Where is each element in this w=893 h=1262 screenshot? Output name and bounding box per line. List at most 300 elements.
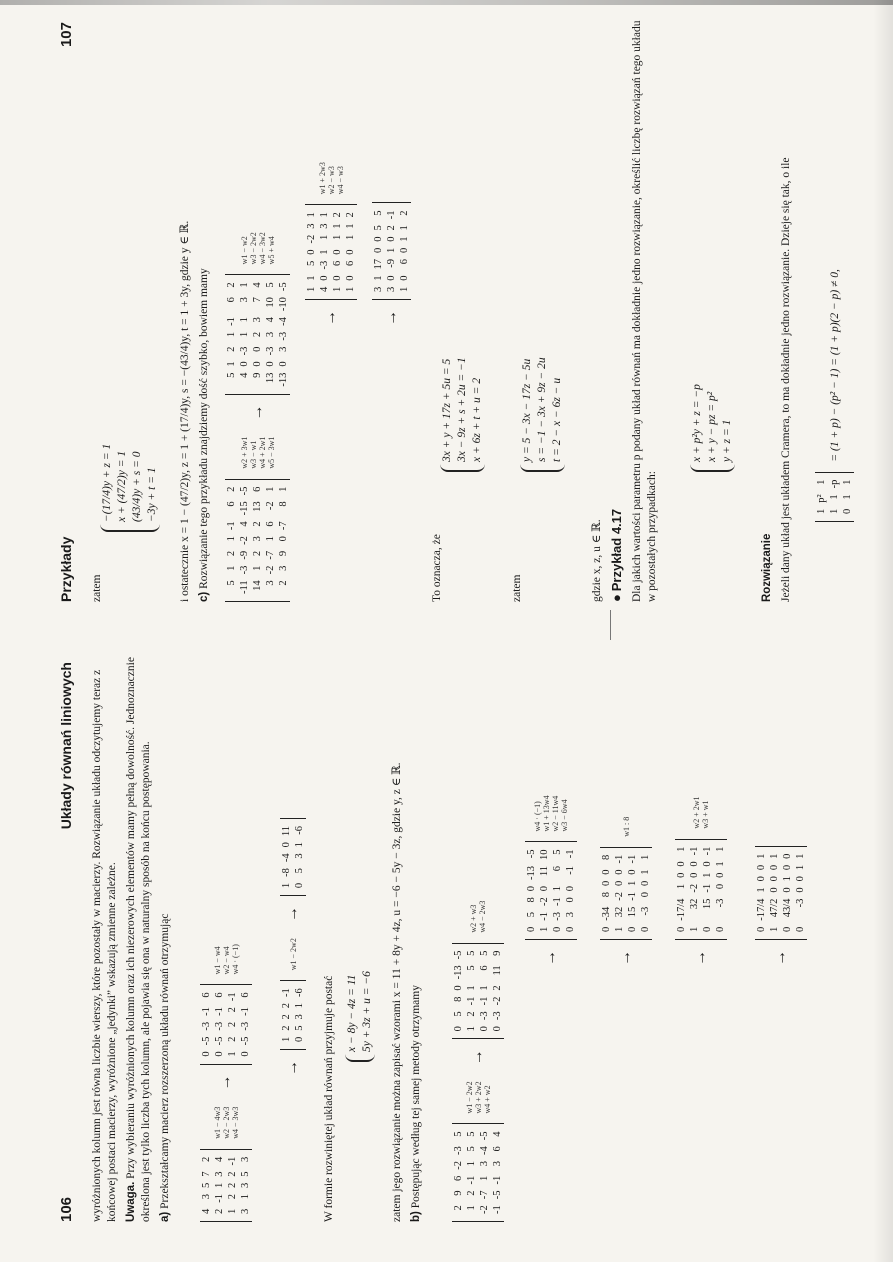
matrix-row: [465, 948, 478, 1035]
matrix-cell: -3: [265, 346, 276, 356]
matrix-cell: 5: [294, 868, 305, 874]
matrix-cell: -1: [226, 317, 237, 326]
matrix-cell: 0: [345, 275, 356, 281]
part-c-heading: [197, 12, 212, 602]
matrix-cell: 0: [306, 249, 317, 255]
matrix-cell: 5: [466, 1131, 477, 1137]
rozw-label: Rozwiązanie: [761, 533, 773, 602]
matrix-a3: [280, 980, 306, 1050]
matrix-cell: 0: [332, 249, 343, 255]
matrix-cell: 1: [715, 861, 726, 867]
matrix-cell: 0: [294, 1036, 305, 1042]
row-b5: [755, 846, 807, 972]
matrix-cell: 3: [240, 1156, 251, 1162]
matrix-cell: 2: [453, 1205, 464, 1211]
matrix-row: [781, 851, 794, 935]
matrix-row: [226, 989, 239, 1059]
matrix-cell: 0: [782, 926, 793, 932]
equation-line: (43/4)y + s = 0: [131, 451, 143, 522]
matrix-cell: 5: [240, 1171, 251, 1177]
matrix-cell: 2: [227, 1036, 238, 1042]
matrix-cell: 17: [373, 259, 384, 270]
determinant-result: = (1 + p) − (p² − 1) = (1 + p)(2 − p) ≠ 0,: [829, 269, 842, 462]
matrix-cell: 0: [795, 876, 806, 882]
matrix-cell: 6: [265, 521, 276, 527]
arrow-icon: →: [542, 950, 559, 966]
matrix-cell: 0: [565, 886, 576, 892]
matrix-row: [815, 477, 828, 517]
matrix-cell: 1: [769, 926, 780, 932]
matrix-cell: 1: [782, 876, 793, 882]
matrix-cell: 1: [689, 926, 700, 932]
matrix-cell: 1: [399, 286, 410, 292]
matrix-row: [238, 279, 251, 389]
matrix-cell: 6: [201, 992, 212, 998]
matrix-cell: 1: [539, 926, 550, 932]
matrix-row: [452, 1129, 465, 1218]
matrix-b4: [600, 847, 652, 940]
matrix-cell: 6: [345, 260, 356, 266]
matrix-cell: -2: [614, 892, 625, 901]
row-operation: w5 + w4: [266, 236, 276, 265]
uwaga-label: Uwaga.: [125, 1181, 137, 1222]
matrix-cell: 2: [281, 1014, 292, 1020]
matrix-cell: 0: [399, 247, 410, 253]
row-operation: w1 − 2w2: [288, 938, 298, 971]
equation-line: x − 8y − 4z = 11: [346, 974, 358, 1052]
row-operation: w4 + w2: [482, 1085, 492, 1114]
matrix-cell: -1: [466, 1175, 477, 1185]
gdzie-line: gdzie x, z, u ∈ ℝ.: [591, 519, 603, 602]
matrix-row: [688, 844, 701, 935]
matrix-cell: 0: [281, 842, 292, 848]
matrix-cell: 1: [756, 887, 767, 893]
system-c1: [440, 357, 485, 472]
matrix-cell: -1: [565, 849, 576, 859]
matrix-cell: -6: [294, 988, 305, 997]
final-line: i ostatecznie x = 1 − (47/2)y, z = 1 + (17/4)y, s = −(43/4)y, t = 1 + 3y, gdzie y ∈ ℝ.: [179, 220, 191, 602]
uwaga-text: Przy wybieraniu wyróżnionych kolumn oraz ich niezerowych elementów mamy pełną dowolność. Jednoznacznie określona jest tylko liczba tych kolumn, ale pojawia się ona w naturalny sposób na końcu postępowania.: [125, 657, 152, 1222]
matrix-cell: 5: [552, 849, 563, 855]
equation-line: 3x + y + 17z + 5u = 5: [441, 358, 453, 462]
matrix-cell: 0: [715, 926, 726, 932]
matrix-cell: 1: [294, 1003, 305, 1009]
matrix-cell: 3: [278, 565, 289, 571]
matrix-cell: 0: [614, 880, 625, 886]
matrix-cell: -1: [227, 1156, 238, 1166]
matrix-cell: 10: [265, 297, 276, 308]
matrix-cell: 2: [227, 1194, 238, 1200]
matrix-cell: 1: [281, 1036, 292, 1042]
page-107: [0, 0, 893, 622]
row-operation: w2 − w4: [221, 946, 231, 975]
matrix-cell: 0: [689, 872, 700, 878]
matrix-cell: 1: [226, 536, 237, 542]
matrix-cell: 3: [265, 580, 276, 586]
part-b-heading: [409, 652, 424, 1222]
row-operation: w1 + 13w4: [542, 795, 551, 832]
matrix-cell: 1: [816, 479, 827, 485]
matrix-cell: 2: [278, 580, 289, 586]
determinant-row: [815, 269, 854, 522]
row-operation: w2 + 2w1: [692, 796, 701, 829]
matrix-cell: 1: [399, 225, 410, 231]
matrix-cell: -3: [319, 260, 330, 270]
matrix-a4: [280, 818, 306, 896]
part-c-text: Rozwiązanie tego przykładu znajdziemy dość szybko, bowiem mamy: [198, 268, 210, 589]
matrix-cell: 1: [345, 234, 356, 240]
matrix-cell: 8: [453, 996, 464, 1002]
equation-line: 3x − 9z + s + 2u = −1: [456, 357, 468, 462]
matrix-cell: 1: [278, 486, 289, 492]
matrix-row: [331, 209, 344, 295]
matrix-row: [551, 847, 564, 936]
part-a-heading: [158, 652, 173, 1222]
zatem-label: zatem: [91, 574, 103, 602]
row-operation: w3 − 6w4: [560, 799, 569, 832]
matrix-cell: 9: [453, 1190, 464, 1196]
matrix-cell: 2: [226, 550, 237, 557]
row-operation: w4 · (−1): [533, 801, 542, 832]
matrix-cell: 43/4: [782, 898, 793, 918]
matrix-a2: [200, 984, 252, 1064]
matrix-cell: 5: [479, 950, 490, 956]
matrix-cell: 1: [214, 1182, 225, 1188]
matrix-cell: 0: [278, 536, 289, 542]
matrix-cell: 6: [240, 992, 251, 998]
matrix-cell: -1: [702, 846, 713, 856]
matrix-cell: 11: [539, 866, 550, 877]
matrix-cell: 0: [782, 887, 793, 893]
matrix-cell: 1: [373, 275, 384, 281]
matrix-cell: 1: [239, 317, 250, 323]
matrix-cell: 1: [345, 286, 356, 292]
uwaga-paragraph: [124, 652, 154, 1222]
matrix-cell: -13: [278, 372, 289, 387]
example-heading: [609, 12, 626, 602]
row-operation: w3 − w1: [248, 440, 258, 469]
matrix-row: [264, 279, 277, 389]
matrix-cell: -1: [689, 846, 700, 856]
matrix-cell: 1: [816, 508, 827, 514]
matrix-cell: -3: [715, 898, 726, 908]
row-b4: [675, 791, 727, 973]
matrix-cell: -9: [386, 259, 397, 268]
matrix-cell: 0: [453, 1026, 464, 1032]
matrix-cell: -1: [702, 883, 713, 893]
matrix-cell: -2: [689, 883, 700, 893]
row-c3: [372, 203, 411, 333]
matrix-cell: 2: [227, 1021, 238, 1028]
matrix-cell: -3: [239, 565, 250, 575]
matrix-cell: 0: [539, 886, 550, 892]
row-operation: w3 − 2w2: [248, 232, 258, 265]
matrix-cell: 5: [466, 950, 477, 956]
matrix-cell: -5: [479, 1131, 490, 1141]
matrix-cell: 6: [399, 259, 410, 265]
matrix-cell: 1: [252, 565, 263, 571]
matrix-row: [372, 208, 385, 296]
matrix-cell: -11: [239, 580, 250, 594]
matrix-cell: 8: [601, 854, 612, 860]
matrix-cell: 1: [345, 223, 356, 229]
matrix-cell: 1: [239, 331, 250, 338]
matrix-cell: 2: [227, 1182, 238, 1188]
matrix-cell: 2: [201, 1156, 212, 1162]
matrix-row: [452, 948, 465, 1035]
matrix-cell: p²: [816, 494, 827, 503]
matrix-cell: 6: [226, 501, 237, 507]
matrix-cell: 0: [842, 508, 853, 514]
matrix-row: [639, 852, 652, 935]
row-operation: w4 − 3w2: [257, 232, 267, 265]
matrix-cell: 0: [565, 926, 576, 932]
row-b3: [600, 811, 652, 972]
row-operation: w1 − 2w2: [464, 1081, 474, 1114]
matrix-cell: 0: [240, 1051, 251, 1057]
matrix-cell: 1: [332, 286, 343, 292]
matrix-cell: -3: [795, 898, 806, 908]
equation-line: y = 5 − 3x − 17z − 5u: [521, 358, 533, 462]
equation-line: −3y + t = 1: [146, 467, 158, 522]
row-operation: w2 − 11w4: [551, 795, 560, 832]
matrix-cell: 5: [526, 912, 537, 918]
matrix-cell: 0: [795, 926, 806, 932]
matrix-cell: -1: [226, 521, 237, 531]
matrix-a1: [200, 1149, 252, 1222]
matrix-cell: 0: [676, 926, 687, 932]
matrix-cell: 3: [252, 536, 263, 542]
matrix-cell: -1: [240, 1007, 251, 1016]
matrix-cell: -5: [240, 1036, 251, 1046]
matrix-cell: 3: [565, 912, 576, 918]
matrix-row: [841, 477, 854, 517]
matrix-cell: 11: [281, 826, 292, 837]
matrix-cell: -34: [601, 906, 612, 921]
matrix-cell: -1: [539, 912, 550, 921]
row-operation: w4 − 3w3: [230, 1106, 240, 1139]
matrix-row: [225, 279, 238, 389]
matrix-cell: 2: [281, 1025, 292, 1031]
part-c-label: c): [198, 591, 210, 602]
page-106: [0, 642, 893, 1262]
system-c2: [520, 357, 565, 472]
bullet-icon: ●: [609, 594, 624, 602]
matrix-cell: -1: [479, 996, 490, 1006]
matrix-cell: -2: [306, 234, 317, 244]
matrix-cell: 3: [240, 1208, 251, 1214]
matrix-cell: 1: [676, 883, 687, 890]
matrix-row: [478, 1129, 491, 1218]
matrix-cell: 5: [306, 260, 317, 266]
matrix-cell: 1: [466, 1026, 477, 1032]
row-operation: w2 + w3: [469, 904, 478, 933]
matrix-cell: 4: [492, 1131, 503, 1137]
matrix-cell: 0: [702, 926, 713, 932]
matrix-c3: [305, 204, 357, 300]
ops-c3: [318, 162, 345, 194]
matrix-cell: 0: [676, 872, 687, 878]
equation-line: 5y + 3z + u = −6: [361, 971, 373, 1052]
matrix-cell: -13: [453, 965, 464, 980]
matrix-cell: 2: [332, 212, 343, 218]
matrix-cell: 2: [466, 1190, 477, 1196]
matrix-cell: 0: [386, 236, 397, 242]
matrix-cell: -1: [492, 1205, 503, 1214]
matrix-cell: 2: [345, 212, 356, 218]
matrix-cell: 0: [345, 249, 356, 255]
matrix-cell: -2: [479, 1205, 490, 1214]
to-oznacza: To oznacza, że: [431, 534, 443, 602]
intro-paragraph: wyróżnionych kolumn jest równa liczbie wierszy, które pozostały w macierzy. Rozwiązanie układu odczytujemy teraz z końcowej postaci macierzy, wyróżnione „jedynki” wskazują zmienne zależne.: [91, 669, 118, 1222]
matrix-cell: 3: [265, 331, 276, 338]
matrix-cell: 0: [201, 1051, 212, 1057]
matrix-row: [675, 844, 688, 935]
matrix-cell: 4: [252, 282, 263, 288]
equation-line: y + z = 1: [721, 419, 733, 462]
matrix-cell: 0: [526, 926, 537, 932]
matrix-cell: -1: [614, 854, 625, 864]
matrix-cell: 3: [306, 223, 317, 229]
matrix-cell: 2: [252, 550, 263, 557]
matrix-cell: 1: [614, 926, 625, 932]
row-operation: w3 + w1: [701, 800, 710, 829]
matrix-cell: -2: [539, 897, 550, 906]
matrix-cell: 0: [386, 275, 397, 281]
matrix-cell: 3: [294, 853, 305, 859]
matrix-cell: -1: [227, 992, 238, 1002]
arrow-icon: →: [772, 950, 789, 966]
matrix-cell: 2: [466, 1011, 477, 1017]
row-a1: [200, 938, 252, 1222]
matrix-row: [318, 209, 331, 295]
ops-a2: [213, 944, 240, 974]
matrix-cell: 0: [601, 926, 612, 932]
matrix-cell: 5: [226, 580, 237, 586]
matrix-cell: 3: [278, 346, 289, 352]
matrix-row: [755, 851, 768, 935]
matrix-cell: 2: [252, 521, 263, 527]
matrix-cell: 0: [278, 361, 289, 367]
matrix-cell: 13: [265, 372, 276, 384]
part-a-label: a): [159, 1211, 171, 1222]
matrix-cell: 0: [526, 886, 537, 892]
running-head: Układy równań liniowych: [58, 662, 74, 830]
matrix-row: [768, 851, 781, 935]
row-operation: w5 − 3w1: [266, 436, 276, 469]
matrix-row: [564, 847, 577, 936]
matrix-cell: -1: [214, 1194, 225, 1203]
matrix-cell: 9: [278, 550, 289, 557]
matrix-cell: 0: [676, 861, 687, 867]
matrix-cell: 0: [769, 876, 780, 882]
matrix-cell: 0: [565, 897, 576, 903]
matrix-cell: 2: [281, 1003, 292, 1009]
matrix-cell: 15: [702, 898, 713, 910]
arrow-icon: →: [217, 1074, 234, 1091]
matrix-cell: 0: [601, 869, 612, 875]
matrix-cell: 1: [842, 494, 853, 500]
matrix-cell: 1: [627, 880, 638, 886]
matrix-cell: 47/2: [769, 898, 780, 918]
matrix-row: [714, 844, 727, 935]
arrow-icon: →: [284, 906, 301, 923]
matrix-cell: 0: [795, 887, 806, 893]
matrix-cell: -13: [526, 866, 537, 880]
matrix-cell: 5: [466, 965, 477, 971]
matrix-cell: 5: [466, 1146, 477, 1152]
text-block-final: [178, 12, 216, 602]
row-operation: w4 − 2w3: [478, 900, 487, 933]
part-a-text: Przekształcamy macierz rozszerzoną układu równań otrzymując: [159, 913, 171, 1209]
matrix-cell: -3: [240, 1021, 251, 1031]
matrix-cell: 0: [373, 236, 384, 242]
matrix-cell: -1: [214, 1007, 225, 1016]
matrix-b3: [525, 842, 577, 941]
matrix-cell: 7: [252, 297, 263, 303]
matrix-row: [613, 852, 626, 935]
matrix-cell: 5: [265, 282, 276, 288]
matrix-b2: [452, 943, 504, 1040]
system-c2-row: [520, 357, 565, 472]
matrix-row: [293, 823, 306, 891]
matrix-cell: -3: [278, 331, 289, 341]
matrix-cell: 5: [453, 1131, 464, 1137]
row-operation: w1 : 8: [621, 816, 631, 837]
matrix-row: [200, 989, 213, 1059]
matrix-cell: 3: [319, 223, 330, 229]
matrix-cell: 0: [640, 892, 651, 898]
matrix-cell: 1: [319, 249, 330, 255]
matrix-row: [225, 484, 238, 597]
ops-b4: [622, 817, 631, 837]
matrix-cell: -2: [265, 565, 276, 575]
matrix-cell: 1: [294, 842, 305, 848]
matrix-cell: -1: [281, 988, 292, 997]
matrix-cell: 0: [332, 275, 343, 281]
part-b-text: Postępując według tej samej metody otrzymamy: [410, 985, 422, 1209]
matrix-row: [491, 1129, 504, 1218]
matrix-cell: -3: [640, 906, 651, 916]
matrix-cell: -3: [214, 1021, 225, 1031]
matrix-cell: 3: [240, 1182, 251, 1188]
arrow-icon: →: [617, 950, 634, 966]
matrix-b6: [755, 846, 807, 940]
text-block-intro: [90, 652, 177, 1222]
matrix-cell: 0: [252, 361, 263, 367]
matrix-cell: -2: [453, 1161, 464, 1170]
matrix-cell: 32: [689, 898, 700, 910]
matrix-cell: 6: [252, 486, 263, 492]
matrix-cell: 1: [399, 236, 410, 242]
matrix-cell: 1: [306, 275, 317, 281]
matrix-cell: -4: [278, 317, 289, 326]
matrix-cell: 1: [227, 1208, 238, 1214]
matrix-cell: 3: [201, 1194, 212, 1200]
matrix-cell: 1: [265, 486, 276, 492]
matrix-cell: 1: [715, 846, 726, 852]
matrix-cell: 2: [227, 1171, 238, 1177]
matrix-cell: 4: [214, 1156, 225, 1162]
matrix-row: [280, 823, 293, 891]
matrix-row: [213, 989, 226, 1059]
matrix-row: [280, 985, 293, 1045]
matrix-cell: 4: [319, 286, 330, 292]
part-b-label: b): [410, 1211, 422, 1222]
matrix-cell: 0: [399, 275, 410, 281]
matrix-cell: 3: [214, 1171, 225, 1177]
matrix-cell: 0: [782, 853, 793, 859]
